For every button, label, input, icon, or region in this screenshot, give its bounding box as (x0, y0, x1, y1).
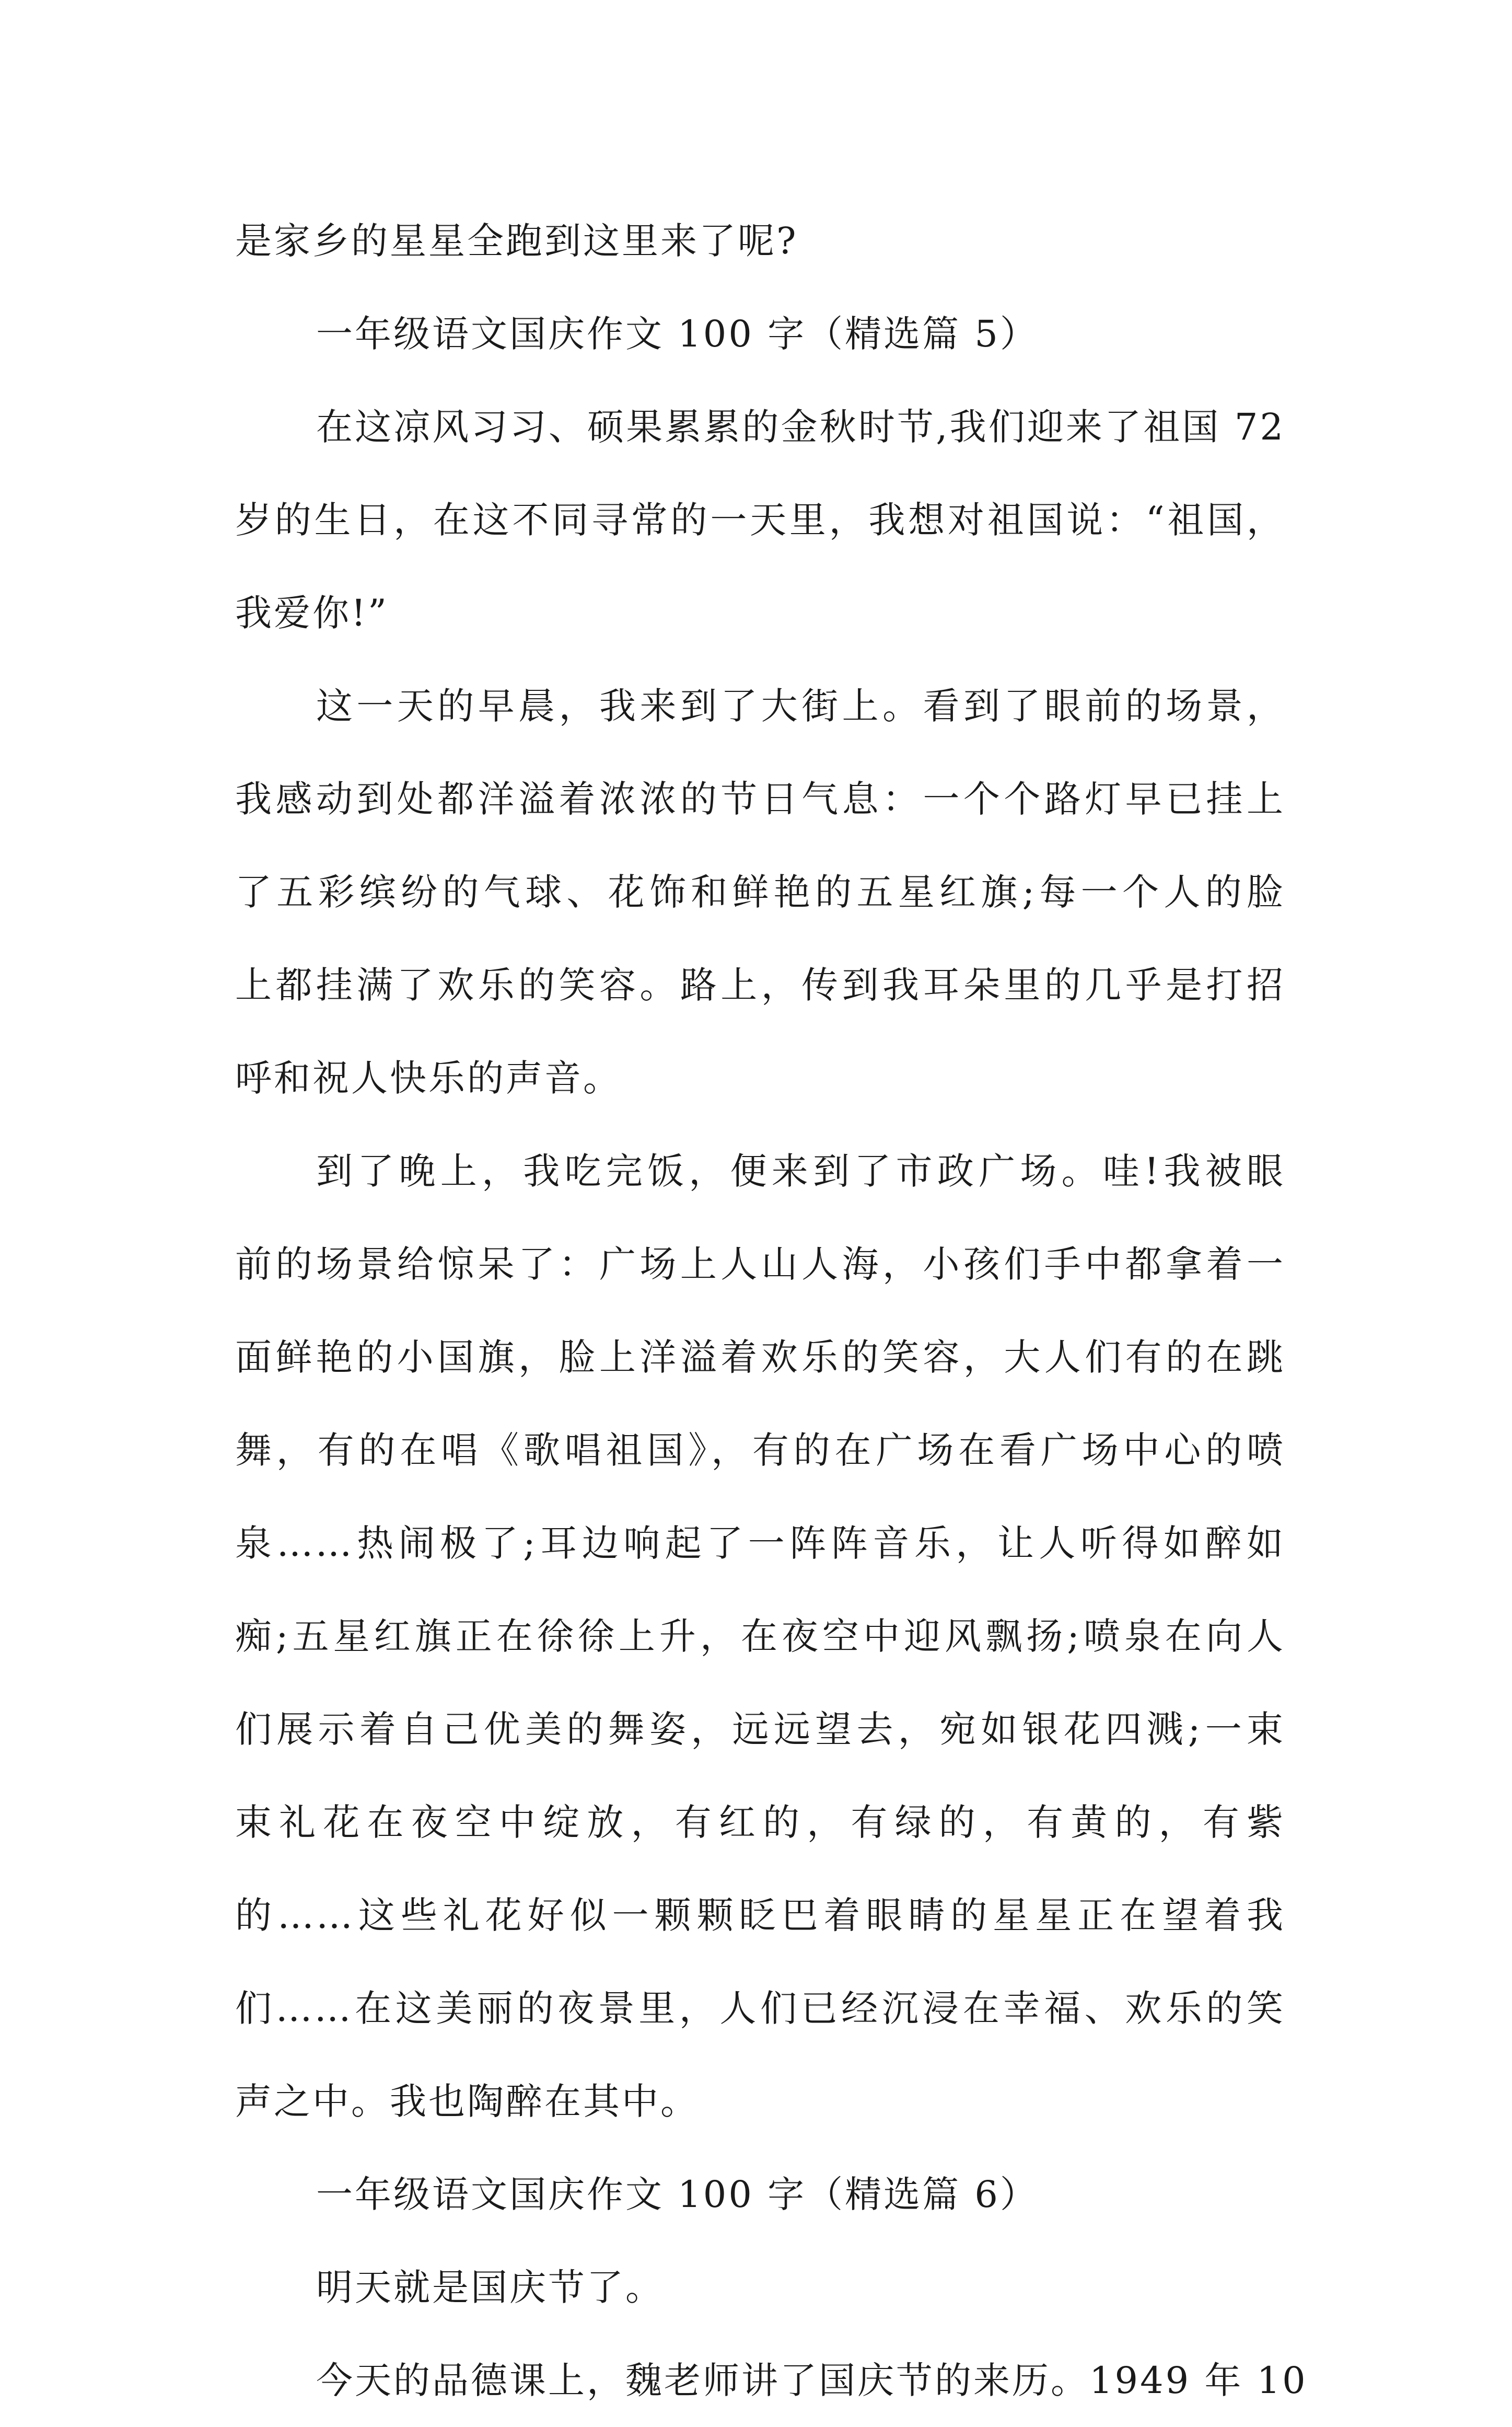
text-line: 我感动到处都洋溢着浓浓的节日气息：一个个路灯早已挂上 (235, 778, 1285, 820)
text-line: 们展示着自己优美的舞姿，远远望去，宛如银花四溅;一束 (235, 1708, 1285, 1751)
text-line: 我爱你!” (235, 592, 389, 634)
section-heading: 一年级语文国庆作文 100 字（精选篇 5） (316, 313, 1039, 355)
text-line: 岁的生日，在这不同寻常的一天里，我想对祖国说：“祖国， (235, 499, 1285, 541)
text-line: 呼和祝人快乐的声音。 (235, 1057, 622, 1100)
text-line: 泉……热闹极了;耳边响起了一阵阵音乐，让人听得如醉如 (235, 1522, 1285, 1565)
text-line: 了五彩缤纷的气球、花饰和鲜艳的五星红旗;每一个人的脸 (235, 871, 1285, 914)
text-line: 面鲜艳的小国旗，脸上洋溢着欢乐的笑容，大人们有的在跳 (235, 1336, 1285, 1379)
text-line: 上都挂满了欢乐的笑容。路上，传到我耳朵里的几乎是打招 (235, 964, 1285, 1007)
document-body (235, 194, 1308, 2427)
text-line: 声之中。我也陶醉在其中。 (235, 2080, 699, 2123)
text-line: 们……在这美丽的夜景里，人们已经沉浸在幸福、欢乐的笑 (235, 1987, 1285, 2030)
section-heading: 一年级语文国庆作文 100 字（精选篇 6） (316, 2173, 1039, 2216)
text-line: 的……这些礼花好似一颗颗眨巴着眼睛的星星正在望着我 (235, 1894, 1285, 1937)
text-line: 到了晚上，我吃完饭，便来到了市政广场。哇!我被眼 (316, 1150, 1285, 1193)
text-line: 在这凉风习习、硕果累累的金秋时节,我们迎来了祖国 72 (316, 406, 1285, 448)
text-line: 舞，有的在唱《歌唱祖国》，有的在广场在看广场中心的喷 (235, 1429, 1285, 1472)
text-line: 束礼花在夜空中绽放，有红的，有绿的，有黄的，有紫 (235, 1801, 1285, 1844)
text-line: 痴;五星红旗正在徐徐上升，在夜空中迎风飘扬;喷泉在向人 (235, 1615, 1285, 1658)
text-line: 是家乡的星星全跑到这里来了呢? (235, 219, 798, 262)
text-line: 前的场景给惊呆了：广场上人山人海，小孩们手中都拿着一 (235, 1243, 1285, 1286)
text-line: 今天的品德课上，魏老师讲了国庆节的来历。1949 年 10 (316, 2359, 1308, 2402)
text-line: 这一天的早晨，我来到了大街上。看到了眼前的场景， (316, 685, 1285, 727)
text-line: 明天就是国庆节了。 (316, 2266, 664, 2309)
